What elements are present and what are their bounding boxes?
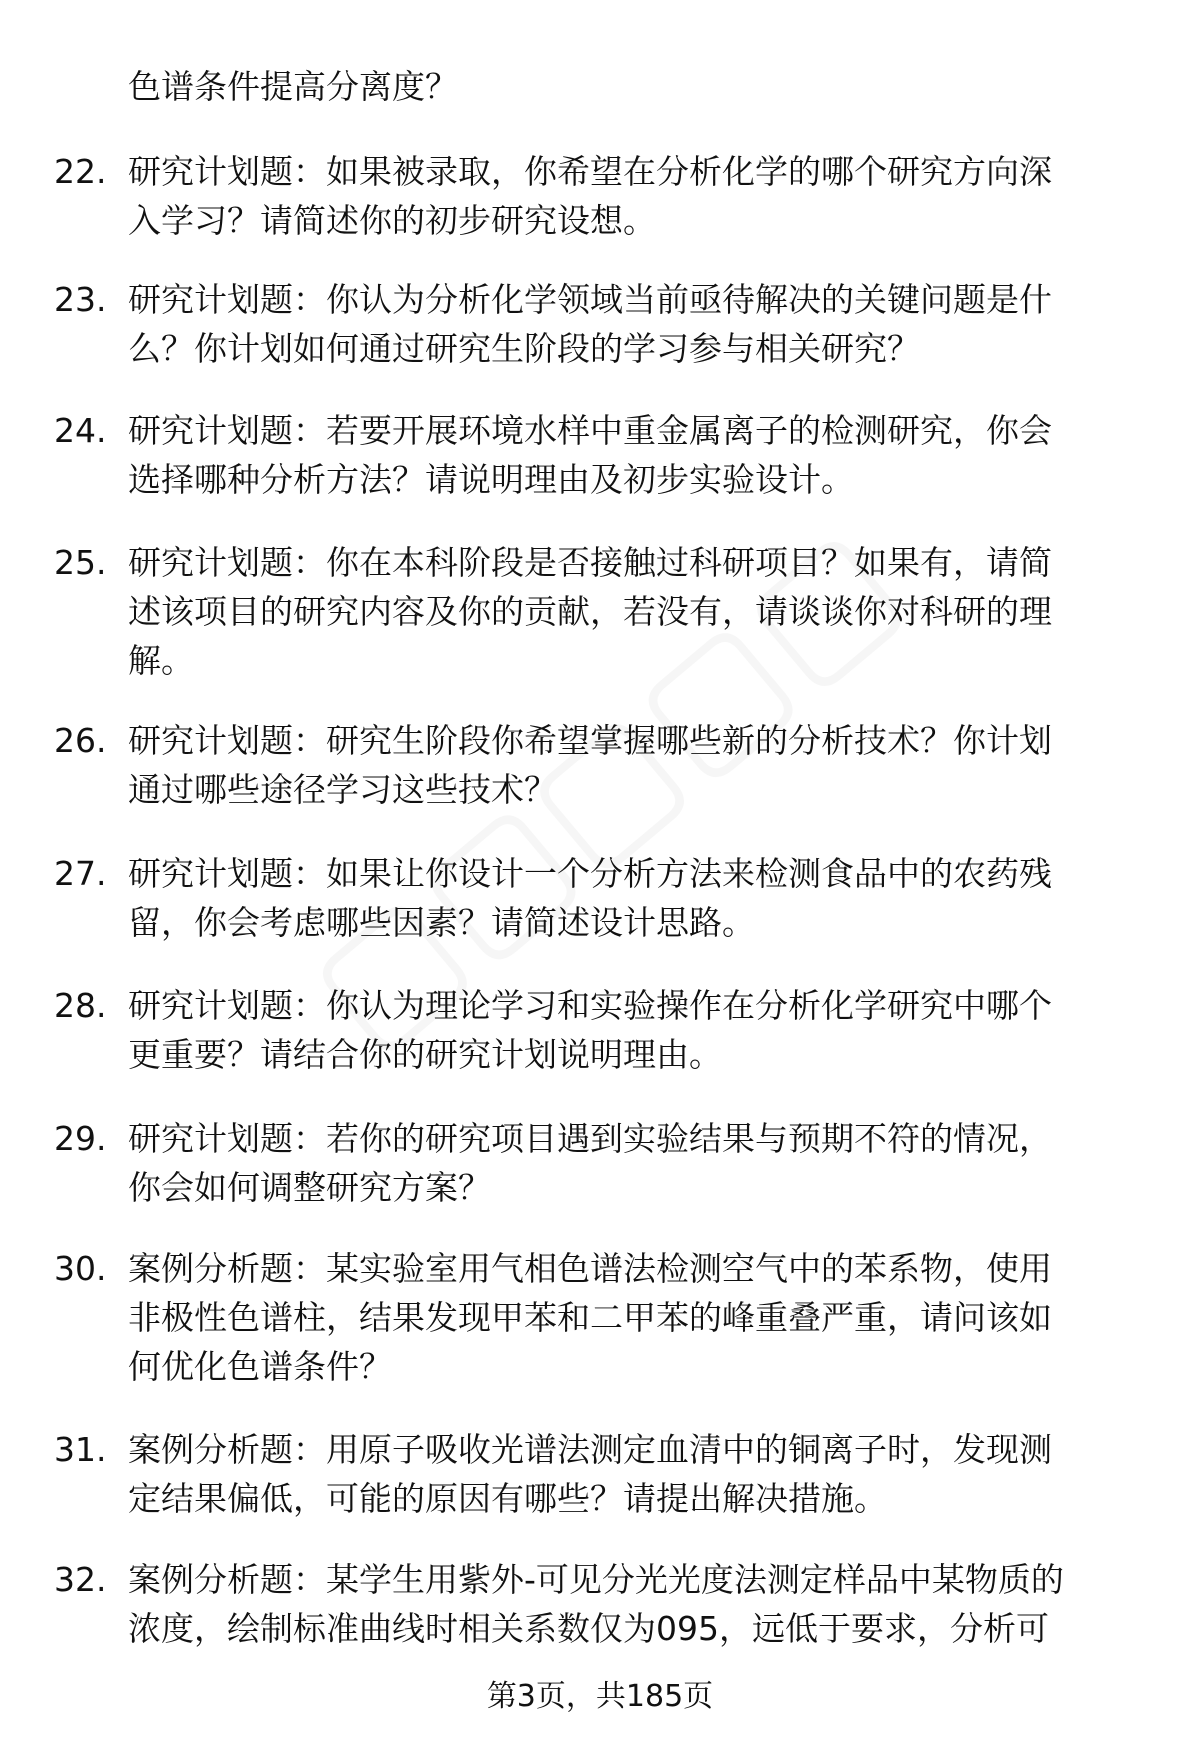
question-text-line: 非极性色谱柱，结果发现甲苯和二甲苯的峰重叠严重，请问该如 bbox=[128, 1298, 1052, 1337]
question-text-line: 研究计划题：你认为理论学习和实验操作在分析化学研究中哪个 bbox=[128, 986, 1052, 1025]
question-text bbox=[128, 849, 1052, 947]
question-text-line: 浓度，绘制标准曲线时相关系数仅为095，远低于要求，分析可 bbox=[128, 1609, 1049, 1648]
question-text bbox=[128, 147, 1052, 245]
question-text-line: 你会如何调整研究方案？ bbox=[128, 1168, 491, 1207]
question-number: 28. bbox=[54, 986, 107, 1025]
question-text-line: 研究计划题：如果被录取，你希望在分析化学的哪个研究方向深 bbox=[128, 152, 1052, 191]
question-text-line: 研究计划题：如果让你设计一个分析方法来检测食品中的农药残 bbox=[128, 854, 1052, 893]
question-text-line: 述该项目的研究内容及你的贡献，若没有，请谈谈你对科研的理 bbox=[128, 592, 1052, 631]
question-text bbox=[128, 1555, 1064, 1653]
text-line: 色谱条件提高分离度？ bbox=[128, 67, 458, 106]
question-number: 29. bbox=[54, 1119, 107, 1158]
question-text-line: 留，你会考虑哪些因素？请简述设计思路。 bbox=[128, 903, 755, 942]
question-text-line: 选择哪种分析方法？请说明理由及初步实验设计。 bbox=[128, 460, 854, 499]
question-text-line: 研究计划题：若要开展环境水样中重金属离子的检测研究，你会 bbox=[128, 411, 1052, 450]
question-text-line: 案例分析题：某学生用紫外-可见分光光度法测定样品中某物质的 bbox=[128, 1560, 1064, 1599]
question-text bbox=[128, 275, 1052, 373]
question-number: 25. bbox=[54, 543, 107, 582]
question-number: 30. bbox=[54, 1249, 107, 1288]
question-text-line: 通过哪些途径学习这些技术？ bbox=[128, 770, 557, 809]
question-text-line: 研究计划题：研究生阶段你希望掌握哪些新的分析技术？你计划 bbox=[128, 721, 1052, 760]
question-text-line: 更重要？请结合你的研究计划说明理由。 bbox=[128, 1035, 722, 1074]
question-text-line: 研究计划题：你在本科阶段是否接触过科研项目？如果有，请简 bbox=[128, 543, 1052, 582]
question-text-line: 研究计划题：你认为分析化学领域当前亟待解决的关键问题是什 bbox=[128, 280, 1052, 319]
question-text bbox=[128, 981, 1052, 1079]
question-number: 23. bbox=[54, 280, 107, 319]
question-text bbox=[128, 1114, 1052, 1212]
question-text bbox=[128, 406, 1052, 504]
question-number: 31. bbox=[54, 1430, 107, 1469]
question-text bbox=[128, 1244, 1052, 1391]
question-text-line: 案例分析题：用原子吸收光谱法测定血清中的铜离子时，发现测 bbox=[128, 1430, 1052, 1469]
question-text-line: 案例分析题：某实验室用气相色谱法检测空气中的苯系物，使用 bbox=[128, 1249, 1052, 1288]
page-footer: 第3页，共185页 bbox=[486, 1679, 714, 1714]
question-text-line: 研究计划题：若你的研究项目遇到实验结果与预期不符的情况， bbox=[128, 1119, 1052, 1158]
question-text-line: 入学习？请简述你的初步研究设想。 bbox=[128, 201, 656, 240]
question-text-line: 解。 bbox=[128, 641, 194, 680]
question-number: 24. bbox=[54, 411, 107, 450]
question-number: 32. bbox=[54, 1560, 107, 1599]
question-text-line: 定结果偏低，可能的原因有哪些？请提出解决措施。 bbox=[128, 1479, 887, 1518]
question-text bbox=[128, 538, 1052, 685]
question-text-line: 么？你计划如何通过研究生阶段的学习参与相关研究？ bbox=[128, 329, 920, 368]
question-text bbox=[128, 716, 1052, 814]
question-number: 26. bbox=[54, 721, 107, 760]
question-text-line: 何优化色谱条件？ bbox=[128, 1347, 392, 1386]
question-number: 22. bbox=[54, 152, 107, 191]
question-text bbox=[128, 1425, 1052, 1523]
question-number: 27. bbox=[54, 854, 107, 893]
